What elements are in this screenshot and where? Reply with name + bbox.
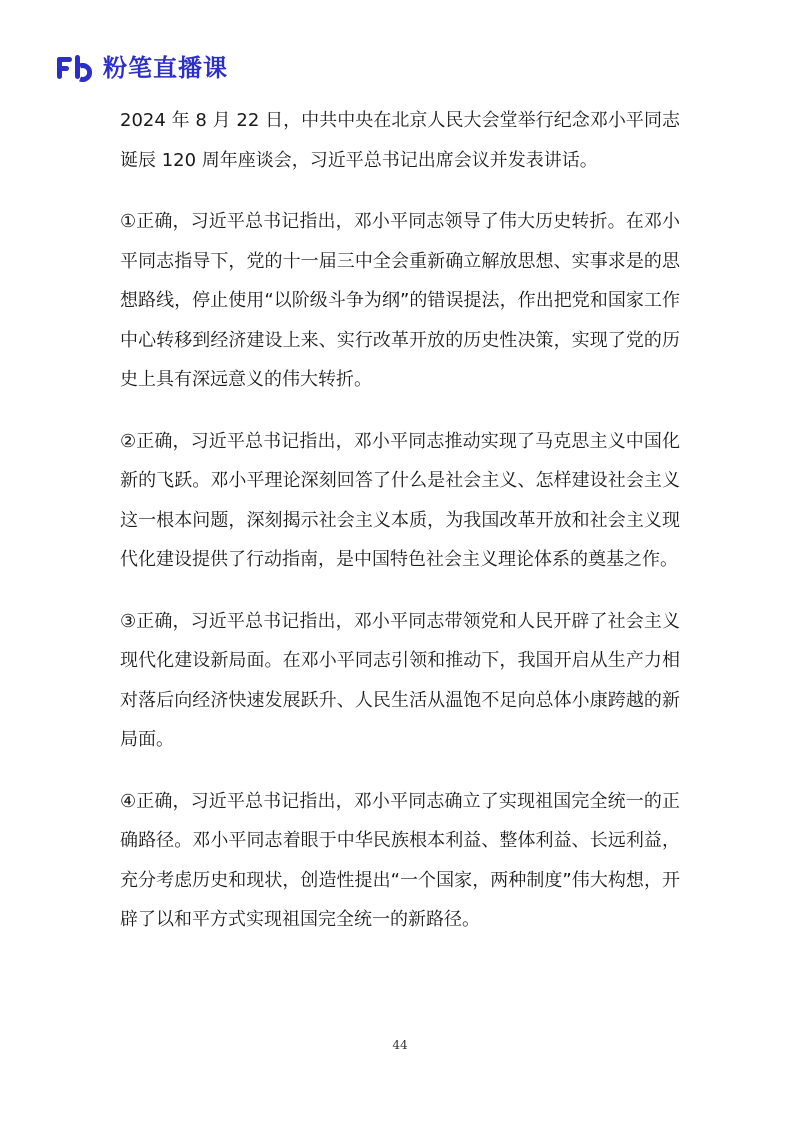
document-body: [120, 101, 680, 940]
intro-paragraph: 2024 年 8 月 22 日，中共中央在北京人民大会堂举行纪念邓小平同志诞辰 120 周年座谈会，习近平总书记出席会议并发表讲话。: [120, 110, 680, 171]
brand-name: 粉笔直播课: [103, 54, 228, 82]
header: [55, 52, 228, 84]
answer-item-2: ②正确，习近平总书记指出，邓小平同志推动实现了马克思主义中国化新的飞跃。邓小平理论深刻回答了什么是社会主义、怎样建设社会主义这一根本问题，深刻揭示社会主义本质，为我国改革开放和社会主义现代化建设提供了行动指南，是中国特色社会主义理论体系的奠基之作。: [120, 430, 680, 570]
fb-logo-icon: [55, 54, 95, 82]
answer-item-4: ④正确，习近平总书记指出，邓小平同志确立了实现祖国完全统一的正确路径。邓小平同志着眼于中华民族根本利益、整体利益、长远利益，充分考虑历史和现状，创造性提出“一个国家，两种制度”伟大构想，开辟了以和平方式实现祖国完全统一的新路径。: [120, 790, 680, 930]
answer-item-3: ③正确，习近平总书记指出，邓小平同志带领党和人民开辟了社会主义现代化建设新局面。在邓小平同志引领和推动下，我国开启从生产力相对落后向经济快速发展跃升、人民生活从温饱不足向总体小康跨越的新局面。: [120, 610, 680, 750]
answer-item-1: ①正确，习近平总书记指出，邓小平同志领导了伟大历史转折。在邓小平同志指导下，党的十一届三中全会重新确立解放思想、实事求是的思想路线，停止使用“以阶级斗争为纲”的错误提法，作出把党和国家工作中心转移到经济建设上来、实行改革开放的历史性决策，实现了党的历史上具有深远意义的伟大转折。: [120, 211, 680, 390]
page-number: 44: [392, 1038, 408, 1052]
